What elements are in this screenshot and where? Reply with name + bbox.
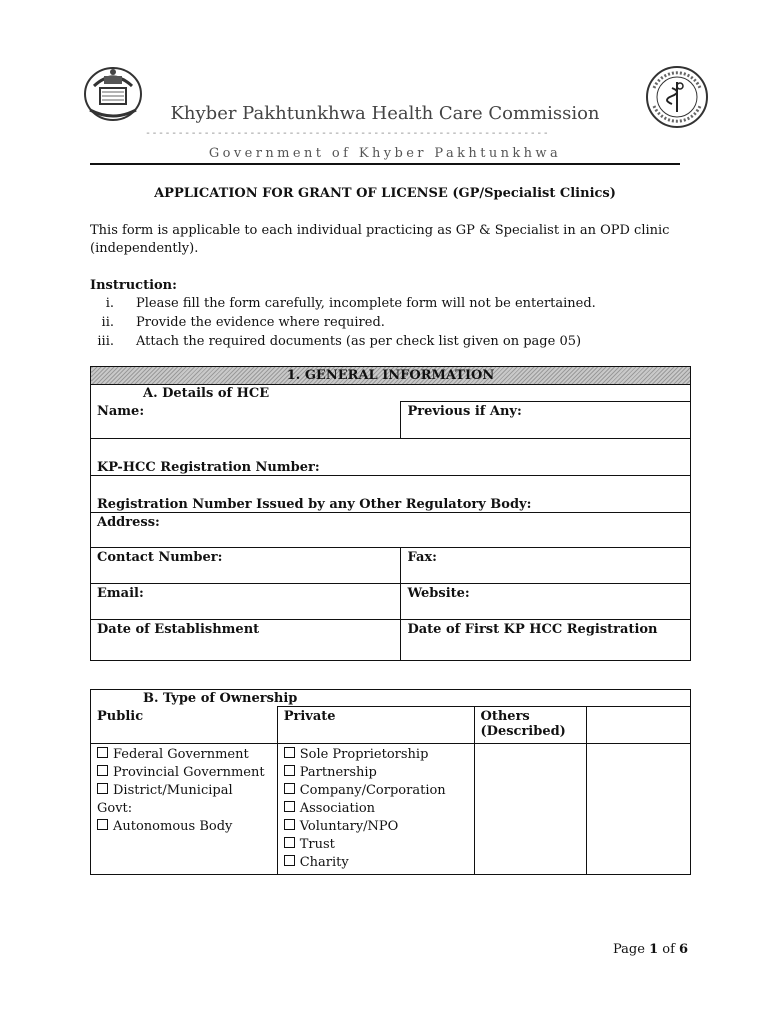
website-label: Website: xyxy=(407,586,470,601)
column-header-others: Others (Described) xyxy=(474,707,587,744)
fax-label: Fax: xyxy=(407,550,437,565)
date-of-establishment-field[interactable] xyxy=(91,620,401,661)
option-label: Voluntary/NPO xyxy=(299,819,399,834)
public-options-cell xyxy=(91,744,278,875)
instruction-number: i. xyxy=(105,296,114,311)
private-options-cell xyxy=(277,744,474,875)
option-partnership[interactable] xyxy=(284,764,468,782)
option-charity[interactable] xyxy=(284,854,468,872)
email-label: Email: xyxy=(97,586,144,601)
checkbox-icon[interactable] xyxy=(284,837,295,848)
column-header-private: Private xyxy=(277,707,474,744)
option-label: Trust xyxy=(299,837,335,852)
option-label: District/Municipal Govt: xyxy=(97,783,233,816)
page-current: 1 xyxy=(649,942,659,957)
checkbox-icon[interactable] xyxy=(284,819,295,830)
checkbox-icon[interactable] xyxy=(284,801,295,812)
option-voluntary-npo[interactable] xyxy=(284,818,468,836)
instruction-item xyxy=(90,294,596,313)
previous-name-field[interactable] xyxy=(401,402,691,439)
option-label: Federal Government xyxy=(113,747,249,762)
previous-label: Previous if Any: xyxy=(407,404,522,419)
of-word: of xyxy=(662,942,675,957)
form-title: APPLICATION FOR GRANT OF LICENSE (GP/Specialist Clinics) xyxy=(154,186,616,201)
page-word: Page xyxy=(613,942,645,957)
option-label: Association xyxy=(299,801,376,816)
date-of-first-registration-field[interactable] xyxy=(401,620,691,661)
option-federal-government[interactable] xyxy=(97,746,271,764)
blank-header-cell xyxy=(587,707,691,744)
contact-number-label: Contact Number: xyxy=(97,550,223,565)
general-information-table xyxy=(90,366,691,661)
checkbox-icon[interactable] xyxy=(97,765,108,776)
others-description-cell[interactable] xyxy=(474,744,587,875)
option-label: Partnership xyxy=(299,765,377,780)
option-district-municipal-govt[interactable] xyxy=(97,782,271,818)
website-field[interactable] xyxy=(401,584,691,620)
option-association[interactable] xyxy=(284,800,468,818)
checkbox-icon[interactable] xyxy=(284,783,295,794)
section-header-general-information: 1. GENERAL INFORMATION xyxy=(91,367,691,385)
option-label: Sole Proprietorship xyxy=(299,747,429,762)
instruction-item xyxy=(90,313,596,332)
org-name: Khyber Pakhtunkhwa Health Care Commission xyxy=(170,103,600,124)
instruction-heading: Instruction: xyxy=(90,278,177,293)
form-intro: This form is applicable to each individual practicing as GP & Specialist in an OPD clinic (independently). xyxy=(90,223,670,256)
fax-field[interactable] xyxy=(401,548,691,584)
instruction-text: Attach the required documents (as per check list given on page 05) xyxy=(136,334,582,349)
checkbox-icon[interactable] xyxy=(284,765,295,776)
option-label: Autonomous Body xyxy=(113,819,233,834)
option-autonomous-body[interactable] xyxy=(97,818,271,836)
other-registration-field[interactable] xyxy=(91,476,691,513)
instruction-list xyxy=(90,294,596,351)
instruction-text: Provide the evidence where required. xyxy=(136,315,385,330)
option-label: Provincial Government xyxy=(113,765,265,780)
name-field[interactable] xyxy=(91,402,401,439)
option-label: Company/Corporation xyxy=(299,783,446,798)
type-of-ownership-table xyxy=(90,689,691,875)
instruction-number: ii. xyxy=(101,315,114,330)
subsection-details-of-hce: A. Details of HCE xyxy=(91,385,691,402)
page-total: 6 xyxy=(679,942,689,957)
email-field[interactable] xyxy=(91,584,401,620)
checkbox-icon[interactable] xyxy=(284,855,295,866)
blank-body-cell xyxy=(587,744,691,875)
option-label: Charity xyxy=(299,855,349,870)
option-sole-proprietorship[interactable] xyxy=(284,746,468,764)
header-dashed-divider: -------------------------------------------------------------- xyxy=(145,128,550,139)
instruction-text: Please fill the form carefully, incomplete form will not be entertained. xyxy=(136,296,596,311)
government-subtitle: Government of Khyber Pakhtunkhwa xyxy=(208,146,562,161)
page-number xyxy=(613,942,688,957)
other-registration-label: Registration Number Issued by any Other Regulatory Body: xyxy=(97,497,532,512)
checkbox-icon[interactable] xyxy=(284,747,295,758)
column-header-public: Public xyxy=(91,707,278,744)
address-field[interactable] xyxy=(91,513,691,548)
subsection-type-of-ownership: B. Type of Ownership xyxy=(91,690,691,707)
checkbox-icon[interactable] xyxy=(97,819,108,830)
instruction-item xyxy=(90,332,596,351)
date-of-establishment-label: Date of Establishment xyxy=(97,622,260,637)
kphcc-registration-label: KP-HCC Registration Number: xyxy=(97,460,320,475)
option-company-corporation[interactable] xyxy=(284,782,468,800)
name-label: Name: xyxy=(97,403,145,419)
contact-number-field[interactable] xyxy=(91,548,401,584)
checkbox-icon[interactable] xyxy=(97,783,108,794)
instruction-number: iii. xyxy=(97,334,114,349)
option-provincial-government[interactable] xyxy=(97,764,271,782)
date-of-first-registration-label: Date of First KP HCC Registration xyxy=(407,622,658,637)
option-trust[interactable] xyxy=(284,836,468,854)
checkbox-icon[interactable] xyxy=(97,747,108,758)
header-rule xyxy=(90,163,680,165)
kphcc-registration-field[interactable] xyxy=(91,439,691,476)
address-label: Address: xyxy=(97,515,160,530)
